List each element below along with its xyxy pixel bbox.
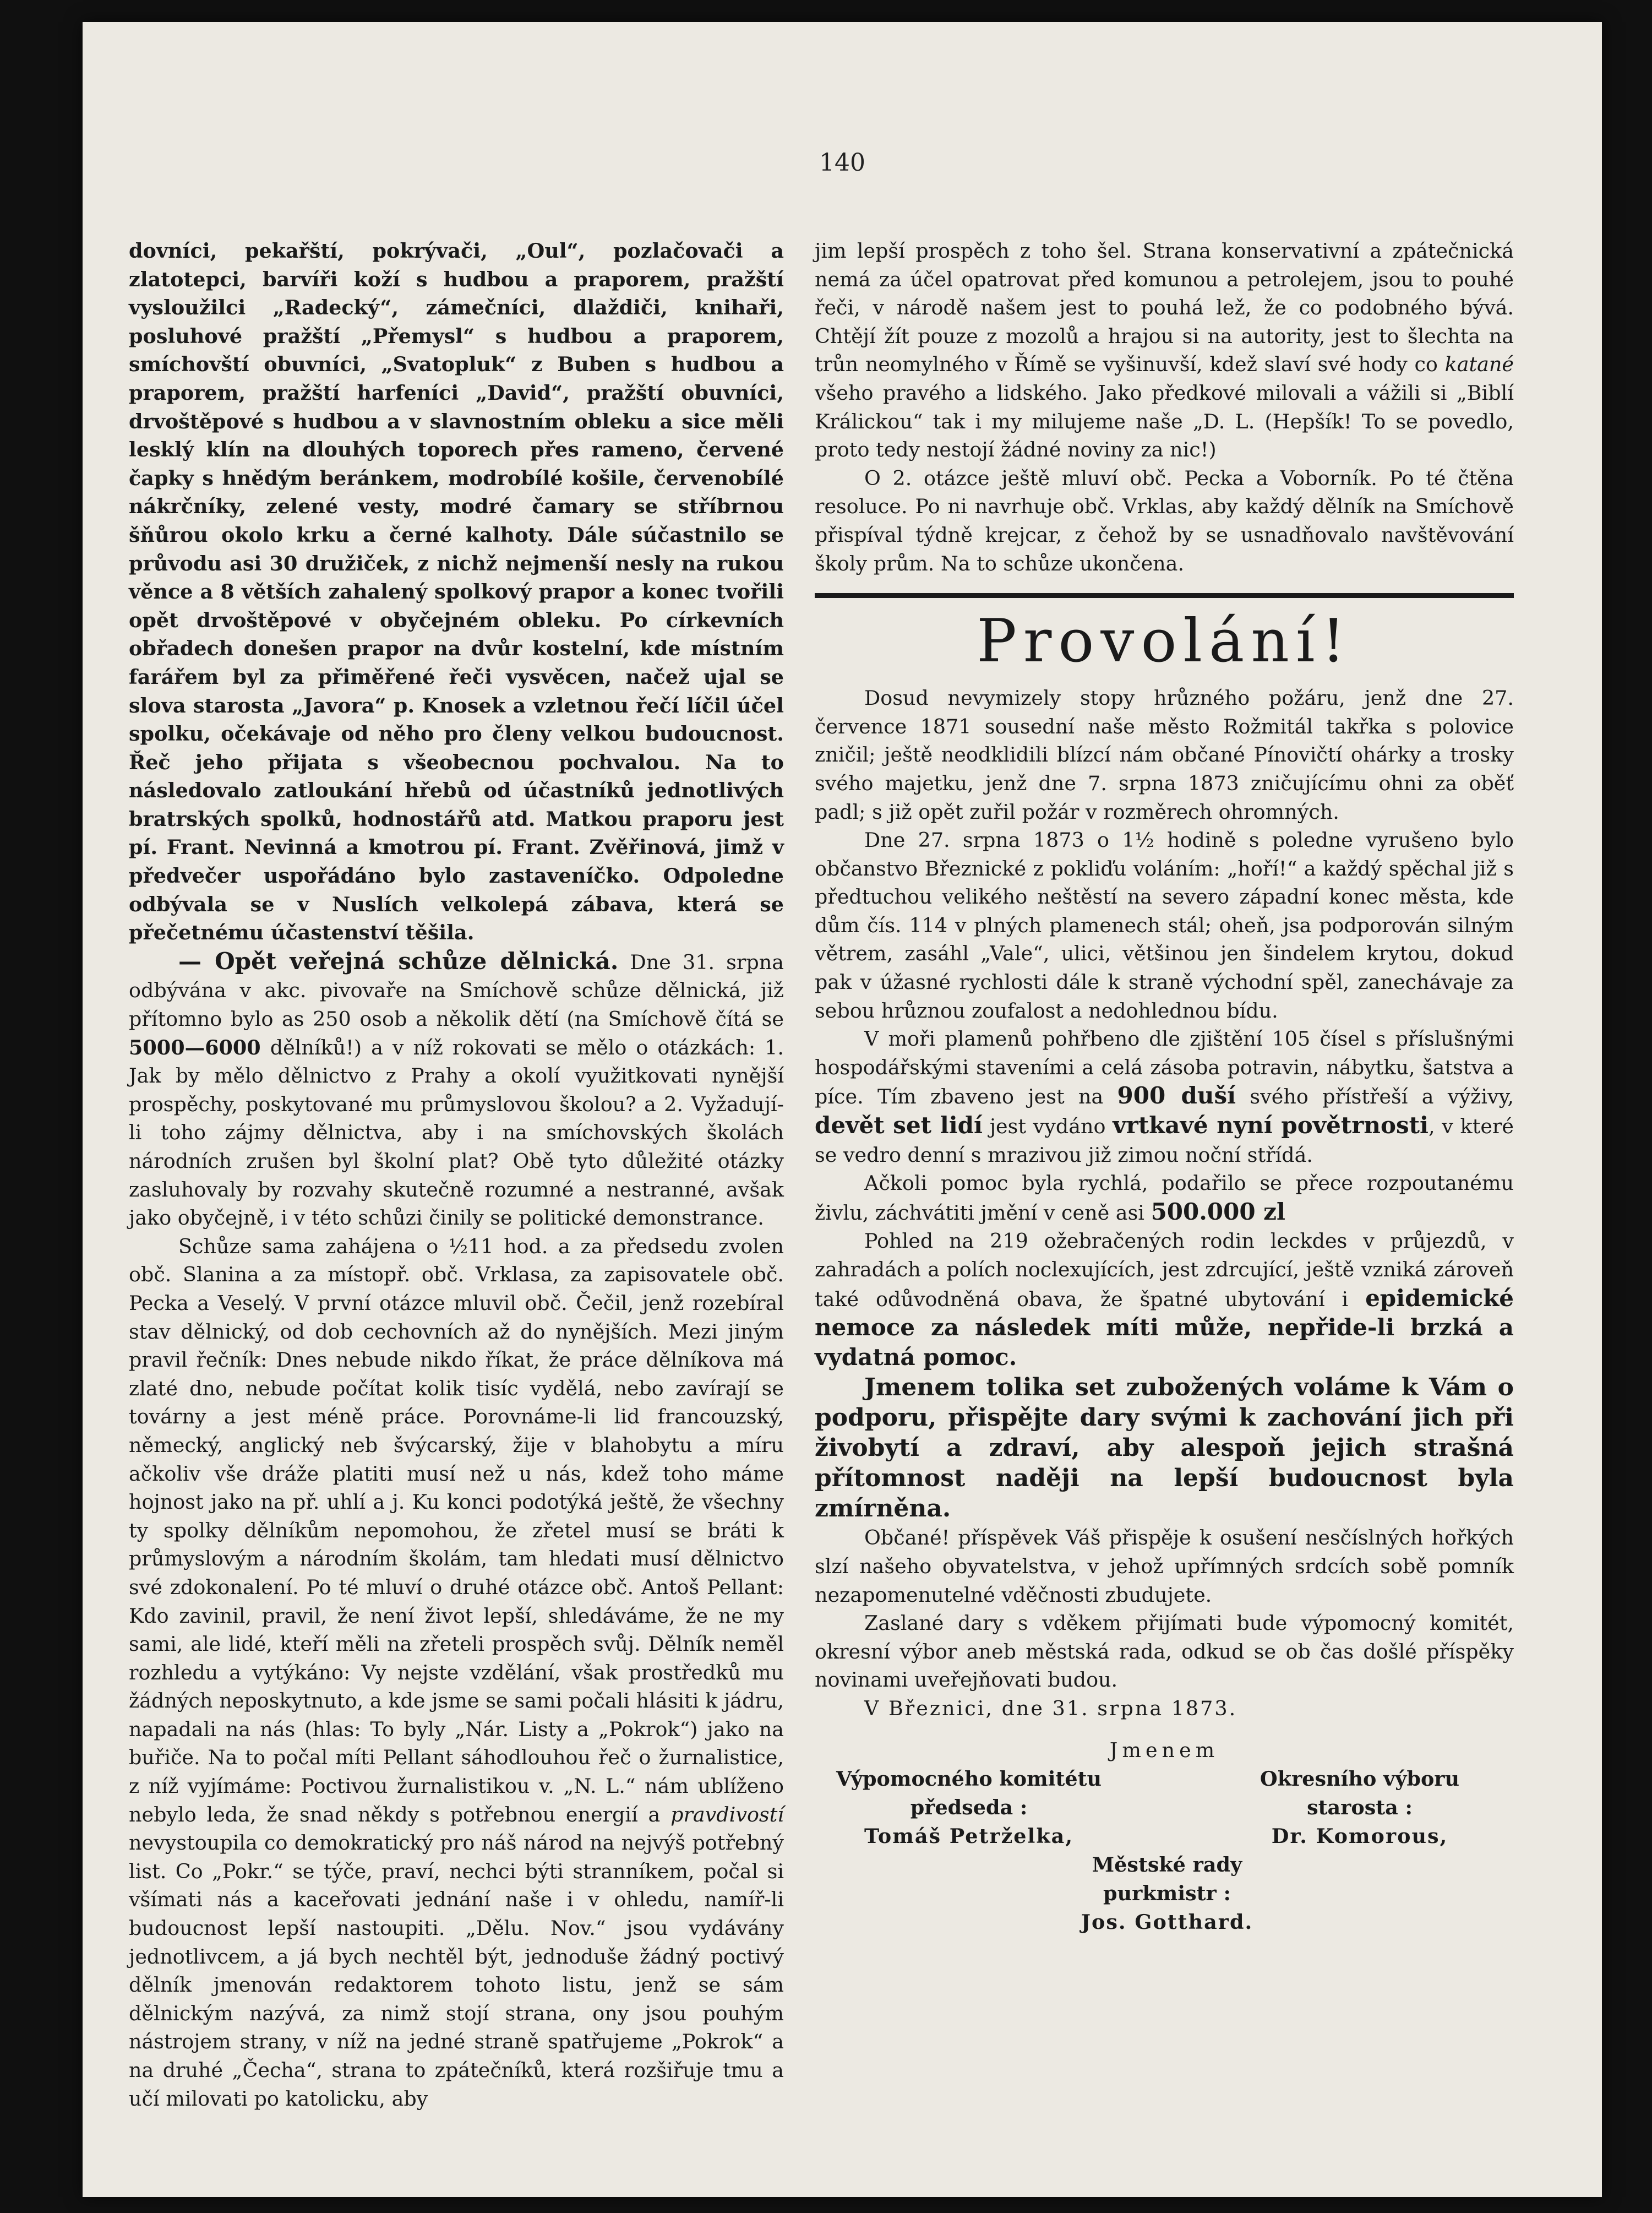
procession-paragraph: dovníci, pekařští, pokrývači, „Oul“, pozlačovači a zlatotepci, barvíři koží s hudbou a praporem, pražští vysloužilci „Radecký“, zámečníci, dlaždiči, knihaři, posluhové pražští „Přemysl“ s hudbou a praporem, smíchovští obuvníci, „Svatopluk“ z Buben s hudbou a praporem, pražští harfeníci „David“, pražští obuvníci, drvoštěpové s hudbou a v slavnostním obleku a sice měli lesklý klín na dlouhých toporech přes rameno, červené čapky s hnědým beránkem, modrobílé košile, červenobílé nákrčníky, zelené vesty, modré čamary se stříbrnou šňůrou okolo krku a černé kalhoty. Dále súčastnilo se průvodu asi 30 družiček, z nichž nejmenší nesly na rukou věnce a 8 větších zahalený spolkový prapor a konec tvořili opět drvoštěpové v obyčejném obleku. Po církevních obřadech donešen prapor na dvůr kostelní, kde místním farářem byl za přiměřené řeči vysvěcen, načež ujal se slova starosta „Javora“ p. Knosek a vzletnou řečí líčil účel spolku, očekávaje od něho pro členy velkou budoucnost. Řeč jeho přijata s všeobecnou pochvalou. Na to následovalo zatloukání hřebů od účastníků jednotlivých bratrských spolků, hodnostářů atd. Matkou praporu jest pí. Frant. Nevinná a kmotrou pí. Frant. Zvěřinová, jimž v předvečer uspořádáno bylo zastaveníčko. Odpoledne odbývala se v Nuslích velkolepá zábava, která se přečetnému účastenství těšila. <box>129 239 784 945</box>
appeal-paragraph: Zaslané dary s vděkem přijímati bude výpomocný komitét, okresní výbor aneb městská rada, odkud se ob čas došlé příspěky novinami uveřejňovati budou. <box>815 1611 1514 1692</box>
meeting-heading: — Opět veřejná schůze dělnická. <box>178 947 619 975</box>
jmenem-label: Jmenem <box>1109 1738 1219 1762</box>
appeal-text: , v které se vedro denní s mrazivou již zimou noční střídá. <box>815 1114 1514 1167</box>
appeal-emphasis: devět set lidí <box>815 1112 983 1139</box>
city-council-label: Městské rady <box>1092 1852 1242 1877</box>
appeal-paragraph <box>815 1025 1514 1169</box>
chair-label: předseda : <box>910 1795 1028 1819</box>
continuation-text-end: všeho pravého a lidského. Jako předkové milovali a vážili si „Biblí Králickou“ tak i my milujeme naše „D. L. (Hepšík! To se povedlo, proto tedy nestojí žádné noviny za nic!) <box>815 380 1514 462</box>
resolution-paragraph: O 2. otázce ještě mluví obč. Pecka a Voborník. Po té čtěna resoluce. Po ni navrhuje obč. Vrklas, aby každý dělník na Smíchově přispíval týdně krejcar, z čehož by se usnadňovalo navštěvování školy prům. Na to schůze ukončena. <box>815 466 1514 575</box>
appeal-text: svého přístřeší a výživy, <box>1236 1085 1514 1109</box>
meeting-text: Dne 31. srpna odbývána v akc. pivovaře na Smíchově schůze dělnická, již přítomno bylo as 250 osob a několik dětí (na Smíchově čítá se <box>129 950 784 1031</box>
mayor-name: Dr. Komorous, <box>1271 1824 1448 1848</box>
speech-text: Schůze sama zahájena o ½11 hod. a za předsedu zvolen obč. Slanina a za místopř. obč. Vrklasa, za zapisovatele obč. Pecka a Veselý. V první otázce mluvil obč. Čečil, jenž rozebíral stav dělnický, od dob cechovních až do nynějších. Mezi jiným pravil řečník: Dnes nebude nikdo říkat, že práce dělníkova má zlaté dno, nebude počítat kolik tisíc vydělá, nebo zavírají se továrny a jest méně práce. Porovnáme-li lid francouzský, německý, anglický neb švýcarský, žije v blahobytu a míru ačkoliv vše dráže platiti musí než u nás, kdež toho máme hojnost jako na př. uhlí a j. Ku konci podotýká ještě, že všechny ty spolky dělníkům nepomohou, že zřetel musí se bráti k průmyslovým a národním školám, tam hledati musí dělnictvo své zdokonalení. Po té mluví o druhé otázce obč. Antoš Pellant: Kdo zavinil, pravil, že není život lepší, shledáváme, že ne my sami, ale lidé, kteří měli na zřeteli prospěch svůj. Dělník neměl rozhledu a vytýkáno: Vy nejste vzdělání, však prostředků mu žádných neposkytnuto, a kde jsme se sami počali hlásiti k jádru, napadali na nás (hlas: To byly „Nár. Listy a „Pokrok“) jako na buřiče. Na to počal míti Pellant sáhodlouhou řeč o žurnalistice, z níž vyjímáme: Poctivou žurnalistikou v. „N. L.“ nám ublíženo nebylo leda, že snad někdy s potřebnou energií a <box>129 1234 784 1826</box>
continuation-italic: katané <box>1444 352 1514 377</box>
appeal-title: Provolání! <box>977 607 1352 676</box>
appeal-emphasis: 500.000 zl <box>1151 1198 1285 1225</box>
worker-count: 5000—6000 <box>129 1035 261 1059</box>
committee-label: Výpomocného komitétu <box>836 1766 1102 1791</box>
speech-paragraph <box>129 1232 784 2113</box>
right-column <box>815 237 1514 1934</box>
appeal-plea: Jmenem tolika set zubožených voláme k Vám o podporu, přispějte dary svými k zachování jich při živobytí a zdraví, aby alespoň jejich strašná přítomnost naději na lepší budoucnost byla zmírněna. <box>815 1373 1514 1523</box>
speech-italic: pravdivostí <box>670 1802 784 1826</box>
appeal-emphasis: 900 duší <box>1117 1082 1236 1110</box>
appeal-paragraph: Občané! příspěvek Váš přispěje k osušení nesčíslných hořkých slzí našeho obyvatelstva, v jehož upřímných srdcích sobě pomník nezapomenutelné vděčnosti zbudujete. <box>815 1526 1514 1607</box>
speech-text-end: nevystoupila co demokratický pro náš národ na nejvýš potřebný list. Co „Pokr.“ se týče, praví, nechci býti stranníkem, počal si všímati nás a kaceřovati jednání naše i v ohledu, namíř-li budoucnost lepší nastoupiti. „Dělu. Nov.“ jsou vydávány jednotlivcem, a já bych nechtěl být, jednoduše žádný poctivý dělník jmenován redaktorem tohoto listu, jenž se sám dělnickým nazývá, za nimž stojí strana, ony jsou pouhým nástrojem strany, v níž na jedné straně spatřujeme „Pokrok“ a na druhé „Čecha“, strana to zpátečníků, která rozšiřuje tmu a učí milovati po katolicku, aby <box>129 1831 784 2111</box>
page-number: 140 <box>819 149 865 177</box>
appeal-emphasis: vrtkavé nyní povětrnosti <box>1113 1112 1429 1139</box>
appeal-emphasis: epidemické nemoce za následek míti může, nepřide-li brzká a vydatná pomoc. <box>815 1284 1514 1371</box>
district-label: Okresního výboru <box>1260 1766 1460 1791</box>
appeal-paragraph <box>815 1169 1514 1227</box>
continuation-text: jim lepší prospěch z toho šel. Strana konservativní a zpátečnická nemá za účel opatrovat před komunou a petrolejem, jsou to pouhé řeči, v národě našem jest to pouhá lež, že co podobného bývá. Chtějí žít pouze z mozolů a hrajou si na autority, jest to šlechta na trůn neomylného v Římě se vyšinuvší, kdež slaví své hody co <box>815 239 1514 377</box>
burgomaster-label: purkmistr : <box>1103 1881 1231 1905</box>
appeal-paragraph <box>815 1227 1514 1372</box>
meeting-paragraph <box>129 947 784 1232</box>
appeal-text: V moři plamenů pohřbeno dle zjištění 105 čísel s příslušnými hospodářskými staveními a celá zásoba potravin, nábytku, šatstva a píce. Tím zbaveno jest na <box>815 1027 1514 1109</box>
mayor-label: starosta : <box>1307 1795 1413 1819</box>
chair-name: Tomáš Petrželka, <box>864 1824 1074 1848</box>
section-divider <box>815 593 1514 598</box>
appeal-text: Ačkoli pomoc byla rychlá, podařilo se přece rozpoutanému živlu, záchvátiti jmění v ceně asi <box>815 1171 1514 1225</box>
newspaper-page <box>83 22 1602 2197</box>
signatures-block <box>815 1725 1514 1934</box>
appeal-paragraph: Dosud nevymizely stopy hrůzného požáru, jenž dne 27. července 1871 sousední naše město Rožmitál takřka s polovice zničil; ještě neodklidili blízcí nám občané Pínovičtí ohárky a trosky svého majetku, jenž dne 7. srpna 1873 zničujícímu ohni za oběť padl; s již opět zuřil požár v rozměrech ohromných. <box>815 686 1514 824</box>
appeal-paragraph: Dne 27. srpna 1873 o 1½ hodině s poledne vyrušeno bylo občanstvo Březnické z pokliďu voláním: „hoří!“ a každý spěchal již s předtuchou velikého neštěstí na severo západní konec města, kde dům čís. 114 v plných plamenech stál; oheň, jsa podporován silným větrem, zasáhl „Vale“, ulici, většinou jen šindelem krytou, dokud pak v úžasné rychlosti dále k straně východní spěl, zanechávaje za sebou hrůznou zoufalost a nedohlednou bídu. <box>815 828 1514 1023</box>
date-line: V Březnici, dne 31. srpna 1873. <box>864 1696 1237 1720</box>
meeting-text-end: dělníků!) a v níž rokovati se mělo o otázkách: 1. Jak by mělo dělnictvo z Prahy a okolí využitkovati nynější prospěchy, poskytované mu průmyslovou školou? a 2. Vyžadují-li toho zájmy dělnictva, aby i na smíchovských školách národních zrušen byl školní plat? Obě tyto důležité otázky zasluhovaly by rozvahy skutečně rozumné a nestranné, avšak jako obyčejně, i v této schůzi činily se politické demonstrance. <box>129 1035 784 1230</box>
burgomaster-name: Jos. Gotthard. <box>1081 1910 1253 1934</box>
appeal-text: jest vydáno <box>983 1114 1113 1139</box>
continuation-paragraph <box>815 237 1514 464</box>
left-column <box>129 237 784 2113</box>
appeal-text: Pohled na 219 ožebračených rodin leckdes v průjezdů, v zahradách a polích nocleхujících, jest zdrcující, ještě vzniká zároveň také odůvodněná obava, že špatné ubytování i <box>815 1229 1514 1311</box>
